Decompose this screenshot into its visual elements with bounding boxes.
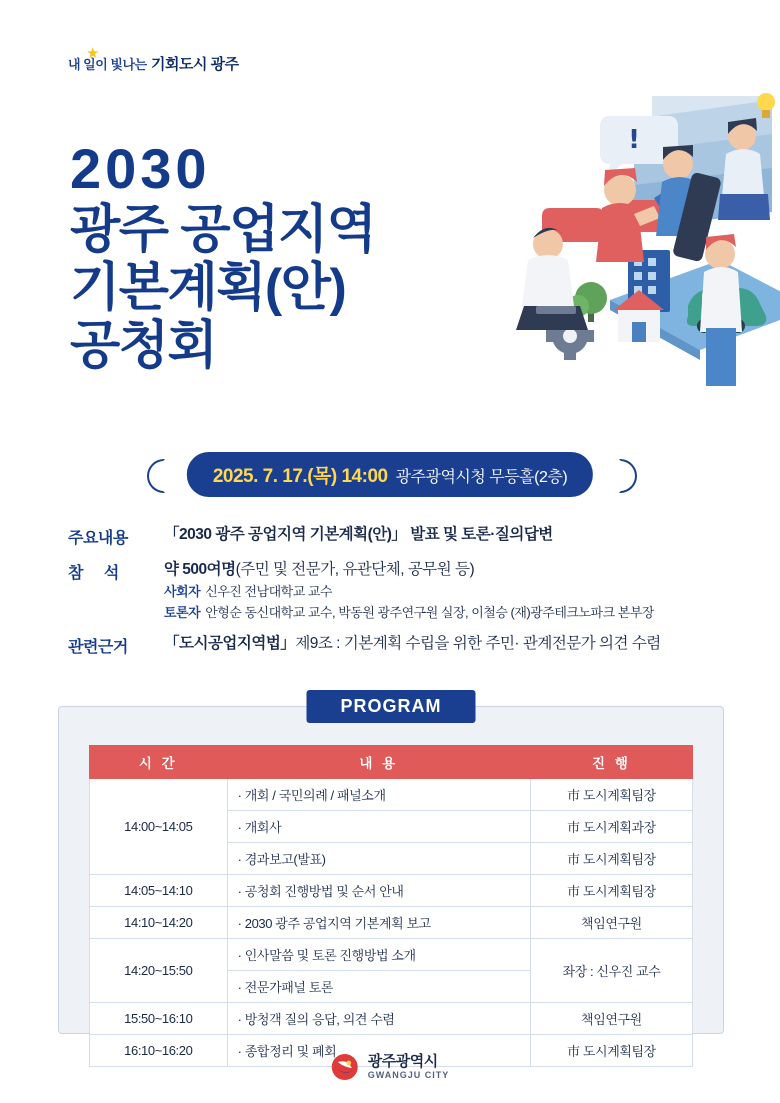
cell-content: · 공청회 진행방법 및 순서 안내 bbox=[227, 875, 530, 907]
moderator-value: 신우진 전남대학교 교수 bbox=[205, 584, 332, 600]
column-header-time: 시 간 bbox=[90, 746, 228, 779]
gwangju-emblem-icon bbox=[331, 1053, 359, 1081]
event-place: 광주광역시청 무등홀(2층) bbox=[395, 469, 568, 486]
datebar-wing-left bbox=[147, 459, 165, 493]
program-table bbox=[89, 745, 693, 1067]
event-date-bar bbox=[187, 452, 593, 497]
info-row-legal-basis bbox=[68, 633, 718, 657]
cell-host: 市 도시계획팀장 bbox=[530, 779, 692, 811]
info-row-attendance bbox=[68, 559, 718, 622]
cell-content: · 인사말씀 및 토론 진행방법 소개 bbox=[227, 939, 530, 971]
info-main-content-strong: 「2030 광주 공업지역 기본계획(안)」 발표 및 토론·질의답변 bbox=[164, 526, 553, 543]
cell-host: 市 도시계획팀장 bbox=[530, 843, 692, 875]
program-badge: PROGRAM bbox=[307, 690, 476, 723]
info-label-attendance: 참 석 bbox=[68, 565, 128, 582]
cell-content: · 개회사 bbox=[227, 811, 530, 843]
cell-time: 15:50~16:10 bbox=[90, 1003, 228, 1035]
cell-time: 14:10~14:20 bbox=[90, 907, 228, 939]
legal-basis-detail: 제9조 : 기본계획 수립을 위한 주민· 관계전문가 의견 수렴 bbox=[295, 635, 661, 653]
cell-time: 16:10~16:20 bbox=[90, 1035, 228, 1067]
table-row bbox=[90, 875, 693, 907]
cell-time: 14:05~14:10 bbox=[90, 875, 228, 907]
table-row bbox=[90, 1003, 693, 1035]
attendance-count: 약 500여명 bbox=[164, 561, 236, 578]
info-section bbox=[68, 524, 718, 668]
table-row bbox=[90, 779, 693, 811]
event-date: 2025. 7. 17.(목) 14:00 bbox=[212, 466, 388, 487]
footer-logo bbox=[331, 1053, 450, 1081]
cell-content: · 2030 광주 공업지역 기본계획 보고 bbox=[227, 907, 530, 939]
title-line-3: 기본계획(안) bbox=[70, 258, 346, 317]
brand-name: 기회도시 광주 bbox=[151, 56, 239, 73]
datebar-wing-right bbox=[619, 459, 637, 493]
cell-host: 좌장 : 신우진 교수 bbox=[530, 939, 692, 1003]
column-header-host: 진 행 bbox=[530, 746, 692, 779]
cell-host: 책임연구원 bbox=[530, 907, 692, 939]
attendance-detail: (주민 및 전문가, 유관단체, 공무원 등) bbox=[235, 561, 475, 578]
cell-time: 14:20~15:50 bbox=[90, 939, 228, 1003]
footer-text bbox=[368, 1054, 450, 1080]
panelist-line bbox=[164, 603, 654, 623]
cell-content: · 종합정리 및 폐회 bbox=[227, 1035, 530, 1067]
table-row bbox=[90, 907, 693, 939]
cell-host: 市 도시계획팀장 bbox=[530, 875, 692, 907]
cell-host: 책임연구원 bbox=[530, 1003, 692, 1035]
cell-content: · 개회 / 국민의례 / 패널소개 bbox=[227, 779, 530, 811]
table-row bbox=[90, 939, 693, 971]
svg-text:!: ! bbox=[628, 125, 640, 155]
info-value-main-content bbox=[164, 524, 553, 546]
title-year: 2030 bbox=[70, 137, 211, 200]
cell-host: 市 도시계획과장 bbox=[530, 811, 692, 843]
page-title bbox=[70, 138, 500, 375]
info-value-legal-basis bbox=[164, 633, 661, 655]
moderator-line bbox=[164, 582, 654, 602]
cell-host: 市 도시계획팀장 bbox=[530, 1035, 692, 1067]
panelist-label: 토론자 bbox=[164, 604, 201, 620]
info-row-main-content bbox=[68, 524, 718, 548]
info-label-main-content: 주요내용 bbox=[68, 530, 128, 547]
cell-time: 14:00~14:05 bbox=[90, 779, 228, 875]
footer-city-ko: 광주광역시 bbox=[367, 1053, 438, 1071]
brand-slogan: 내 일이 빛나는 bbox=[68, 57, 147, 72]
legal-basis-law: 「도시공업지역법」 bbox=[164, 635, 296, 653]
title-line-2: 광주 공업지역 bbox=[70, 200, 376, 259]
table-header-row bbox=[90, 746, 693, 779]
program-card bbox=[58, 696, 724, 1059]
star-icon: ★ bbox=[86, 45, 100, 62]
brand-logo bbox=[68, 45, 239, 74]
column-header-content: 내 용 bbox=[227, 746, 530, 779]
cell-content: · 전문가패널 토론 bbox=[227, 971, 530, 1003]
footer-city-en: GWANGJU CITY bbox=[367, 1069, 450, 1080]
moderator-label: 사회자 bbox=[164, 584, 201, 600]
cell-content: · 경과보고(발표) bbox=[227, 843, 530, 875]
title-line-4: 공청회 bbox=[70, 317, 217, 376]
panelist-value: 안형순 동신대학교 교수, 박동원 광주연구원 실장, 이철승 (재)광주테크노파크 본부장 bbox=[205, 604, 654, 620]
info-label-legal-basis: 관련근거 bbox=[68, 639, 128, 657]
info-value-attendance bbox=[164, 559, 654, 622]
cell-content: · 방청객 질의 응답, 의견 수렴 bbox=[227, 1003, 530, 1035]
